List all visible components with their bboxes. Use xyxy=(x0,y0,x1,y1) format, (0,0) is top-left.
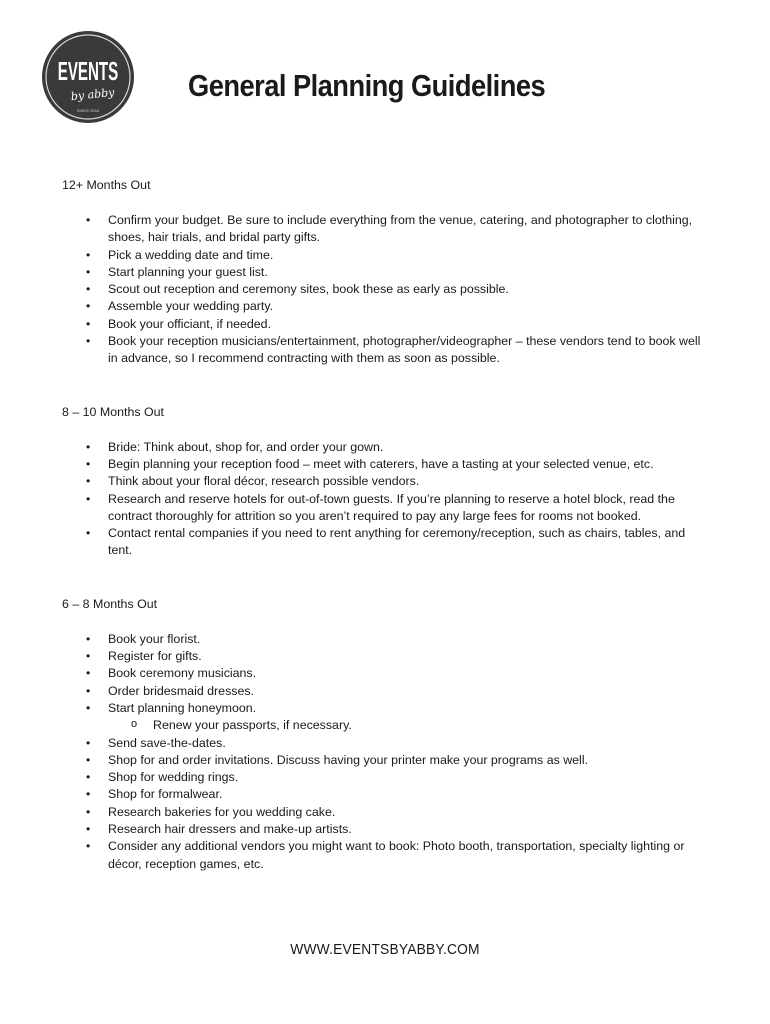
bullet-icon: • xyxy=(86,247,91,262)
list-item xyxy=(62,735,712,752)
list-item xyxy=(62,264,712,281)
page-title: General Planning Guidelines xyxy=(188,68,546,103)
list-item-text: Shop for formalwear. xyxy=(108,787,223,802)
list-item-text: Research and reserve hotels for out-of-town guests. If you’re planning to reserve a hotel block, read the contract thoroughly for attrition so you aren’t required to pay any large fees for rooms not booked. xyxy=(108,491,675,523)
list-item xyxy=(62,821,712,838)
list-item xyxy=(62,298,712,315)
list-item-text: Book your florist. xyxy=(108,631,201,646)
guidelines-content xyxy=(62,177,712,873)
section-heading: 12+ Months Out xyxy=(62,178,151,192)
list-item xyxy=(62,683,712,700)
bullet-icon: • xyxy=(86,804,91,819)
logo-sub-text: by abby xyxy=(70,85,115,104)
sub-list xyxy=(62,717,712,734)
bullet-icon: • xyxy=(86,631,91,646)
list-item xyxy=(62,456,712,473)
list-item-text: Book ceremony musicians. xyxy=(108,666,257,681)
bullet-icon: • xyxy=(86,735,91,750)
list-item-text: Shop for wedding rings. xyxy=(108,770,239,785)
list-item-text: Confirm your budget. Be sure to include everything from the venue, catering, and photographer to clothing, shoes, hair trials, and bridal party gifts. xyxy=(108,213,693,245)
logo-since-text: SINCE 2004 xyxy=(76,108,100,113)
bullet-icon: • xyxy=(86,334,91,349)
list-item-text: Scout out reception and ceremony sites, book these as early as possible. xyxy=(108,282,509,297)
section-list xyxy=(62,631,712,873)
bullet-icon: • xyxy=(86,264,91,279)
list-item xyxy=(62,700,712,717)
sub-bullet-icon: o xyxy=(131,718,138,731)
list-item xyxy=(62,212,712,247)
section-list xyxy=(62,439,712,560)
bullet-icon: • xyxy=(86,839,91,854)
bullet-icon: • xyxy=(86,683,91,698)
events-by-abby-logo xyxy=(41,30,135,124)
sub-list-container xyxy=(62,717,712,734)
bullet-icon: • xyxy=(86,456,91,471)
list-item-text: Bride: Think about, shop for, and order your gown. xyxy=(108,439,384,454)
list-item xyxy=(62,769,712,786)
list-item xyxy=(62,316,712,333)
section-list xyxy=(62,212,712,368)
list-item xyxy=(62,838,712,873)
list-item-text: Begin planning your reception food – meet with caterers, have a tasting at your selected venue, etc. xyxy=(108,456,654,471)
list-item-text: Register for gifts. xyxy=(108,649,202,664)
list-item-text: Shop for and order invitations. Discuss having your printer make your programs as well. xyxy=(108,752,589,767)
bullet-icon: • xyxy=(86,282,91,297)
bullet-icon: • xyxy=(86,474,91,489)
list-item-text: Start planning your guest list. xyxy=(108,264,268,279)
logo-main-text: EVENTS xyxy=(57,56,119,87)
bullet-icon: • xyxy=(86,787,91,802)
list-item-text: Book your reception musicians/entertainment, photographer/videographer – these vendors tend to book well in advance, so I recommend contracting with them as soon as possible. xyxy=(108,334,701,366)
bullet-icon: • xyxy=(86,752,91,767)
list-item-text: Book your officiant, if needed. xyxy=(108,316,272,331)
list-item xyxy=(62,648,712,665)
bullet-icon: • xyxy=(86,491,91,506)
list-item-text: Assemble your wedding party. xyxy=(108,299,274,314)
list-item-text: Order bridesmaid dresses. xyxy=(108,683,254,698)
section-heading: 6 – 8 Months Out xyxy=(62,596,158,611)
bullet-icon: • xyxy=(86,526,91,541)
list-item-text: Think about your floral décor, research possible vendors. xyxy=(108,474,420,489)
list-item xyxy=(62,752,712,769)
list-item xyxy=(62,439,712,456)
footer-website: WWW.EVENTSBYABBY.COM xyxy=(290,941,480,958)
list-item-text: Research bakeries for you wedding cake. xyxy=(108,804,336,819)
list-item xyxy=(62,247,712,264)
bullet-icon: • xyxy=(86,316,91,331)
list-item xyxy=(62,786,712,803)
bullet-icon: • xyxy=(86,213,91,227)
list-item-text: Consider any additional vendors you might want to book: Photo booth, transportation, specialty lighting or décor, reception games, etc. xyxy=(108,839,685,871)
list-item xyxy=(62,525,712,560)
bullet-icon: • xyxy=(86,649,91,664)
sub-list-item xyxy=(62,717,712,734)
list-item-text: Start planning honeymoon. xyxy=(108,700,257,715)
list-item xyxy=(62,631,712,648)
bullet-icon: • xyxy=(86,439,91,454)
list-item xyxy=(62,333,712,368)
section-heading: 8 – 10 Months Out xyxy=(62,404,164,419)
list-item-text: Research hair dressers and make-up artists. xyxy=(108,822,352,837)
bullet-icon: • xyxy=(86,700,91,715)
list-item xyxy=(62,665,712,682)
list-item xyxy=(62,804,712,821)
list-item-text: Pick a wedding date and time. xyxy=(108,247,274,262)
sub-list-item-text: Renew your passports, if necessary. xyxy=(153,718,352,733)
list-item-text: Send save-the-dates. xyxy=(108,735,226,750)
logo-badge xyxy=(41,30,135,124)
bullet-icon: • xyxy=(86,770,91,785)
bullet-icon: • xyxy=(86,666,91,681)
bullet-icon: • xyxy=(86,299,91,314)
list-item xyxy=(62,281,712,298)
bullet-icon: • xyxy=(86,822,91,837)
list-item xyxy=(62,473,712,490)
list-item xyxy=(62,491,712,526)
list-item-text: Contact rental companies if you need to rent anything for ceremony/reception, such as chairs, tables, and tent. xyxy=(108,526,686,558)
